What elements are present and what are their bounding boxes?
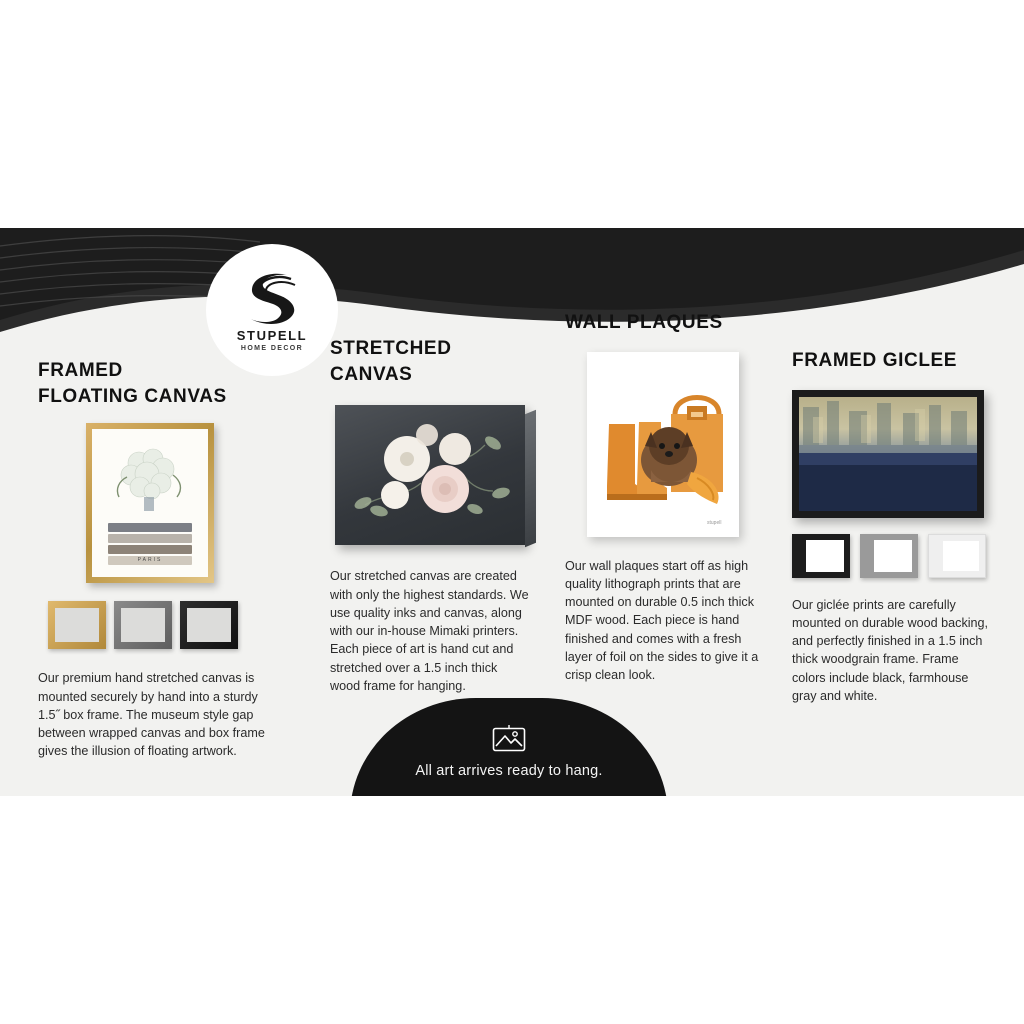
stupell-swirl-icon bbox=[241, 269, 303, 327]
white-frame-sample bbox=[928, 534, 986, 578]
canvas-face bbox=[335, 405, 525, 545]
framed-giclee-artwork bbox=[792, 390, 984, 518]
canvas-side-edge bbox=[525, 410, 536, 547]
column-title-line1: FRAMED bbox=[38, 360, 123, 381]
header-wave-band bbox=[0, 228, 1024, 348]
banner-text: All art arrives ready to hang. bbox=[415, 763, 603, 779]
hydrangea-bouquet-image bbox=[107, 441, 193, 521]
frame-sample-inner bbox=[806, 540, 844, 572]
brand-logo-badge bbox=[206, 244, 338, 376]
gold-box-frame bbox=[86, 423, 214, 583]
gold-frame-swatch bbox=[48, 601, 106, 649]
picture-frame-icon bbox=[492, 724, 526, 752]
svg-text:stupell: stupell bbox=[707, 519, 722, 526]
abstract-brushwork bbox=[799, 397, 977, 511]
column-description: Our wall plaques start off as high quality lithograph prints that are mounted on durable 0.5 inch thick MDF wood. Each piece is hand finished and comes with a fresh layer of foil on the sides to give it a crisp clean look. bbox=[565, 558, 759, 683]
column-title bbox=[330, 336, 530, 387]
brand-tagline: HOME DECOR bbox=[240, 344, 304, 352]
product-info-panel bbox=[0, 228, 1024, 796]
book-stack-image bbox=[108, 521, 192, 565]
brand-name: STUPELL bbox=[236, 327, 308, 343]
frame-sample-inner bbox=[874, 540, 912, 572]
column-framed-floating-canvas bbox=[38, 358, 278, 761]
frame-sample-inner bbox=[943, 541, 979, 571]
column-title-line1: WALL PLAQUES bbox=[565, 312, 723, 333]
farmhouse-gray-frame-sample bbox=[860, 534, 918, 578]
swatch-inner bbox=[121, 608, 165, 642]
column-framed-giclee bbox=[792, 348, 992, 705]
floating-canvas-artwork bbox=[86, 423, 214, 583]
artwork-canvas bbox=[92, 429, 208, 577]
wall-plaque-artwork bbox=[587, 352, 739, 537]
swatch-inner bbox=[55, 608, 99, 642]
column-title-line2: CANVAS bbox=[330, 363, 413, 385]
floral-artwork-image bbox=[335, 405, 525, 545]
column-title bbox=[792, 348, 992, 374]
column-title-line1: STRETCHED bbox=[330, 338, 452, 359]
abstract-landscape-image bbox=[799, 397, 977, 511]
column-title-line1: FRAMED GICLEE bbox=[792, 350, 958, 371]
stretched-canvas-artwork bbox=[335, 405, 525, 545]
column-description: Our stretched canvas are created with only the highest standards. We use quality inks and canvas, along with our in-house Mimaki printers. Each piece of art is hand cut and stretched over a 1.5 inch thick wood frame for hanging. bbox=[330, 569, 529, 693]
giclee-frame-samples bbox=[792, 534, 992, 578]
black-frame-sample bbox=[792, 534, 850, 578]
swatch-inner bbox=[187, 608, 231, 642]
column-description: Our giclée prints are carefully mounted on durable wood backing, and perfectly finished in a 1.5 inch thick woodgrain frame. Frame colors include black, farmhouse gray and white. bbox=[792, 597, 989, 703]
column-title bbox=[565, 310, 760, 336]
frame-color-swatches bbox=[48, 601, 278, 649]
dog-with-handbag-image bbox=[587, 352, 739, 537]
gray-frame-swatch bbox=[114, 601, 172, 649]
column-wall-plaques bbox=[565, 310, 760, 684]
ready-to-hang-banner bbox=[350, 698, 668, 796]
column-description: Our premium hand stretched canvas is mounted securely by hand into a sturdy 1.5˝ box frame. The museum style gap between wrapped canvas and box frame gives the illusion of floating artwork. bbox=[38, 671, 265, 759]
column-stretched-canvas bbox=[330, 336, 530, 695]
book-label: PARIS bbox=[137, 557, 163, 564]
column-title-line2: FLOATING CANVAS bbox=[38, 385, 227, 407]
black-frame-swatch bbox=[180, 601, 238, 649]
